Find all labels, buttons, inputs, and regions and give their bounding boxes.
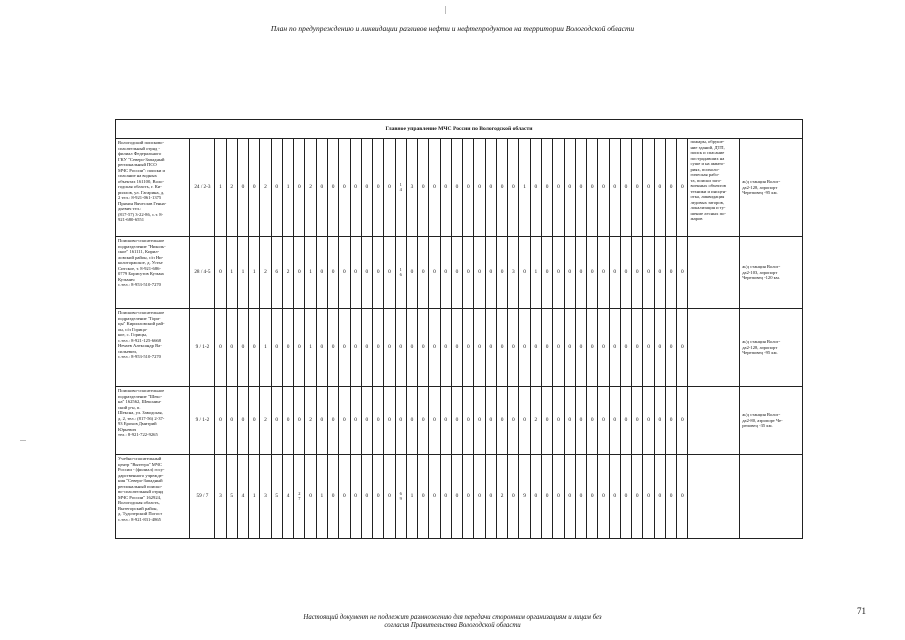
equipment-count-cell bbox=[395, 237, 406, 309]
equipment-count-cell: 0 bbox=[587, 237, 598, 309]
organization-cell: Поисково-спасательное подразделение "Николь- ское" 161111, Кирил- ловский район, с/п Ни- колоторжское, д. Устье Ситское, т. 8-921-686- 0779 Борисутов Кузьма Кузьмич с.тел.: 8-953-510-7270 bbox=[116, 237, 190, 309]
crop-mark bbox=[20, 440, 26, 441]
equipment-count-cell bbox=[395, 455, 406, 539]
equipment-count-cell: 0 bbox=[485, 309, 496, 387]
equipment-count-cell: 0 bbox=[339, 309, 350, 387]
equipment-count-cell: 0 bbox=[373, 237, 384, 309]
equipment-count-cell: 0 bbox=[677, 309, 688, 387]
equipment-count-cell: 0 bbox=[598, 237, 609, 309]
equipment-count-cell: 0 bbox=[429, 139, 440, 237]
equipment-count-cell: 0 bbox=[440, 139, 451, 237]
equipment-count-cell: 3 bbox=[508, 237, 519, 309]
equipment-count-cell: 0 bbox=[384, 309, 395, 387]
table-row bbox=[116, 455, 803, 539]
equipment-count-cell: 2 bbox=[496, 455, 507, 539]
equipment-count-cell: 0 bbox=[440, 237, 451, 309]
equipment-count-cell: 0 bbox=[418, 387, 429, 455]
equipment-count-cell: 0 bbox=[620, 455, 631, 539]
equipment-count-cell: 1 bbox=[305, 309, 316, 387]
equipment-count-cell: 0 bbox=[271, 139, 282, 237]
equipment-count-cell: 0 bbox=[294, 309, 305, 387]
equipment-count-cell: 0 bbox=[519, 387, 530, 455]
equipment-count-cell: 0 bbox=[542, 139, 553, 237]
personnel-cell: 59 / 7 bbox=[190, 455, 215, 539]
equipment-count-cell: 2 bbox=[530, 387, 541, 455]
equipment-count-cell: 0 bbox=[643, 139, 654, 237]
equipment-count-cell: 2 bbox=[260, 387, 271, 455]
equipment-count-cell: 0 bbox=[418, 309, 429, 387]
equipment-count-cell: 0 bbox=[665, 139, 676, 237]
equipment-count-cell: 0 bbox=[384, 387, 395, 455]
equipment-count-cell: 0 bbox=[542, 455, 553, 539]
footer-disclaimer bbox=[180, 614, 725, 631]
equipment-count-cell: 0 bbox=[429, 387, 440, 455]
equipment-count-cell: 0 bbox=[542, 387, 553, 455]
equipment-count-cell bbox=[395, 139, 406, 237]
equipment-count-cell: 0 bbox=[530, 309, 541, 387]
equipment-count-cell bbox=[294, 455, 305, 539]
distance-cell: ж/д станция Волог- да2-103, аэропорт Череповец -120 км. bbox=[740, 237, 803, 309]
equipment-count-cell: 1 bbox=[519, 139, 530, 237]
equipment-count-cell: 0 bbox=[542, 309, 553, 387]
equipment-count-cell: 0 bbox=[575, 455, 586, 539]
personnel-cell: 9 / 1-2 bbox=[190, 387, 215, 455]
equipment-count-cell: 0 bbox=[249, 139, 260, 237]
equipment-count-cell: 0 bbox=[598, 139, 609, 237]
equipment-count-cell: 0 bbox=[587, 309, 598, 387]
equipment-count-cell: 0 bbox=[339, 455, 350, 539]
equipment-count-cell: 0 bbox=[643, 237, 654, 309]
distance-cell bbox=[740, 455, 803, 539]
equipment-count-cell: 4 bbox=[237, 455, 248, 539]
equipment-count-cell: 1 bbox=[305, 237, 316, 309]
equipment-count-cell: 0 bbox=[620, 139, 631, 237]
equipment-count-cell: 0 bbox=[361, 387, 372, 455]
equipment-count-cell: 5 bbox=[271, 455, 282, 539]
equipment-count-cell: 0 bbox=[215, 387, 226, 455]
equipment-count-cell: 0 bbox=[542, 237, 553, 309]
equipment-count-cell: 0 bbox=[294, 387, 305, 455]
equipment-count-cell: 0 bbox=[508, 387, 519, 455]
tasks-cell bbox=[688, 455, 740, 539]
equipment-count-cell: 0 bbox=[440, 309, 451, 387]
equipment-count-cell: 0 bbox=[339, 139, 350, 237]
equipment-count-cell: 0 bbox=[373, 387, 384, 455]
equipment-count-cell: 0 bbox=[282, 309, 293, 387]
document-header-title: План по предупреждению и ликвидации разливов нефти и нефтепродуктов на территории Вологодской области bbox=[270, 24, 635, 33]
equipment-count-cell: 0 bbox=[463, 237, 474, 309]
tasks-cell bbox=[688, 309, 740, 387]
personnel-cell: 24 / 2-3 bbox=[190, 139, 215, 237]
equipment-count-cell: 0 bbox=[530, 139, 541, 237]
equipment-count-cell: 0 bbox=[361, 237, 372, 309]
tasks-cell: пожары, обруше- ние зданий, ДТП, поиск и спасание пострадавших на суше и на аквато- риях, психоло- гическая рабо- та, поиски заго- военных объектов техники и инсцен- отка, ликвидация ледовых заторов, локализация и ту- шение лесных по- жаров bbox=[688, 139, 740, 237]
equipment-count-cell: 0 bbox=[463, 309, 474, 387]
fraction-numerator: 6 bbox=[399, 490, 402, 496]
equipment-count-cell: 0 bbox=[575, 139, 586, 237]
equipment-count-cell: 0 bbox=[632, 455, 643, 539]
equipment-count-cell: 0 bbox=[553, 455, 564, 539]
equipment-count-cell: 3 bbox=[260, 455, 271, 539]
footer-line-2: согласия Правительства Вологодской области bbox=[384, 622, 521, 630]
equipment-count-cell: 0 bbox=[496, 139, 507, 237]
equipment-count-cell: 0 bbox=[643, 387, 654, 455]
equipment-count-cell: 0 bbox=[384, 237, 395, 309]
equipment-count-cell: 0 bbox=[316, 237, 327, 309]
equipment-count-cell: 0 bbox=[677, 455, 688, 539]
equipment-count-cell: 0 bbox=[508, 309, 519, 387]
equipment-count-cell: 0 bbox=[530, 455, 541, 539]
equipment-count-cell: 0 bbox=[406, 387, 417, 455]
organization-cell: Вологодский поисково- спасательный отряд - филиал Федерального ГКУ "Северо-Западный региональный ПСО МЧС России": поиски и спасание на водных объектах 161100, Воло- годская область, г. Ки- риллов, ул. Гагарина, д. 2 тел.: 8-921-061-1375 Пряхин Вячеслав Генна- дьевич тел.: (817-57) 3-22-86, с.т. 8- 921-680-6551 bbox=[116, 139, 190, 237]
equipment-count-cell: 0 bbox=[418, 139, 429, 237]
equipment-count-cell: 1 bbox=[316, 455, 327, 539]
equipment-count-cell: 0 bbox=[519, 237, 530, 309]
footer-line-1: Настоящий документ не подлежит размножению для передачи сторонним организациям и лицам без bbox=[303, 614, 602, 621]
equipment-count-cell: 0 bbox=[553, 237, 564, 309]
equipment-count-cell: 0 bbox=[327, 387, 338, 455]
equipment-count-cell: 0 bbox=[451, 139, 462, 237]
equipment-count-cell: 0 bbox=[643, 309, 654, 387]
equipment-count-cell: 1 bbox=[530, 237, 541, 309]
equipment-count-cell: 0 bbox=[643, 455, 654, 539]
equipment-count-cell: 0 bbox=[575, 309, 586, 387]
page-number: 71 bbox=[857, 606, 866, 616]
equipment-count-cell: 0 bbox=[350, 387, 361, 455]
equipment-count-cell: 0 bbox=[677, 139, 688, 237]
equipment-count-cell: 0 bbox=[327, 455, 338, 539]
personnel-cell: 28 / 4-5 bbox=[190, 237, 215, 309]
equipment-count-cell: 0 bbox=[609, 387, 620, 455]
equipment-count-cell: 0 bbox=[575, 237, 586, 309]
equipment-count-cell: 0 bbox=[249, 309, 260, 387]
equipment-count-cell: 0 bbox=[395, 309, 406, 387]
equipment-count-cell: 0 bbox=[463, 455, 474, 539]
equipment-count-cell: 0 bbox=[598, 387, 609, 455]
equipment-count-cell: 3 bbox=[215, 455, 226, 539]
equipment-count-cell: 0 bbox=[677, 387, 688, 455]
equipment-count-cell: 0 bbox=[665, 455, 676, 539]
equipment-count-cell: 0 bbox=[418, 237, 429, 309]
department-heading: Главное управление МЧС России по Вологодской области bbox=[116, 120, 803, 139]
equipment-count-cell: 0 bbox=[564, 387, 575, 455]
equipment-count-cell: 0 bbox=[564, 237, 575, 309]
equipment-count-cell: 0 bbox=[316, 309, 327, 387]
equipment-count-cell: 0 bbox=[384, 139, 395, 237]
equipment-count-cell: 0 bbox=[361, 139, 372, 237]
fraction-numerator: 1 bbox=[399, 266, 402, 272]
equipment-count-cell: 0 bbox=[463, 387, 474, 455]
equipment-count-cell: 4 bbox=[282, 455, 293, 539]
organization-cell: Поисково-спасательное подразделение "Шекс- на" 162562, Шекснин- ский р-н, п. Шексна, ул. Заводская, д. 2, тел.: (817-56) 2-37- 93 Ерохов Дмитрий Юрьевич тел.: 8-921-722-9265 bbox=[116, 387, 190, 455]
equipment-count-cell: 0 bbox=[429, 237, 440, 309]
equipment-count-cell: 0 bbox=[620, 237, 631, 309]
equipment-count-cell: 0 bbox=[564, 139, 575, 237]
equipment-count-cell: 0 bbox=[339, 387, 350, 455]
equipment-count-cell: 0 bbox=[215, 309, 226, 387]
equipment-count-cell: 0 bbox=[237, 309, 248, 387]
equipment-count-cell: 0 bbox=[632, 309, 643, 387]
equipment-count-cell: 1 bbox=[215, 139, 226, 237]
equipment-count-cell: 0 bbox=[654, 455, 665, 539]
equipment-count-cell: 1 bbox=[249, 455, 260, 539]
equipment-count-cell: 0 bbox=[485, 237, 496, 309]
equipment-count-cell: 0 bbox=[440, 455, 451, 539]
equipment-count-cell: 0 bbox=[361, 455, 372, 539]
equipment-count-cell: 0 bbox=[665, 237, 676, 309]
fraction-denominator: 4 bbox=[399, 186, 402, 192]
equipment-count-cell: 0 bbox=[474, 139, 485, 237]
equipment-count-cell: 0 bbox=[598, 455, 609, 539]
equipment-count-cell: 9 bbox=[519, 455, 530, 539]
distance-cell: ж/д станция Волог- да2-128, аэропорт Череповец -95 км. bbox=[740, 139, 803, 237]
equipment-count-cell: 0 bbox=[384, 455, 395, 539]
fraction-numerator: 2 bbox=[298, 490, 301, 496]
crop-mark bbox=[445, 6, 446, 14]
equipment-count-cell: 0 bbox=[575, 387, 586, 455]
equipment-count-cell: 0 bbox=[654, 237, 665, 309]
equipment-count-cell: 0 bbox=[215, 237, 226, 309]
equipment-count-cell: 0 bbox=[282, 387, 293, 455]
equipment-count-cell: 0 bbox=[485, 139, 496, 237]
equipment-count-cell: 0 bbox=[474, 309, 485, 387]
equipment-count-cell: 0 bbox=[474, 237, 485, 309]
equipment-count-cell: 0 bbox=[395, 387, 406, 455]
equipment-count-cell: 0 bbox=[632, 387, 643, 455]
equipment-count-cell: 0 bbox=[654, 309, 665, 387]
equipment-count-cell: 0 bbox=[587, 455, 598, 539]
table-row bbox=[116, 237, 803, 309]
equipment-count-cell: 2 bbox=[226, 139, 237, 237]
distance-cell: ж/д станция Волог- да2-80, аэропорт Че- реповец -35 км. bbox=[740, 387, 803, 455]
equipment-count-cell: 0 bbox=[620, 309, 631, 387]
equipment-count-cell: 0 bbox=[316, 139, 327, 237]
personnel-cell: 9 / 1-2 bbox=[190, 309, 215, 387]
equipment-count-cell: 0 bbox=[429, 309, 440, 387]
equipment-count-cell: 0 bbox=[508, 139, 519, 237]
organization-cell: Поисково-спасательное подразделение "Гори- цы" Кирилловский рай- он, с/п Горица- кое, с. Горицы, с.тел.: 8-921-125-6668 Нечаев Александр Ва- сильевич, с.тел.: 8-953-510-7270 bbox=[116, 309, 190, 387]
equipment-count-cell: 0 bbox=[350, 309, 361, 387]
fraction-denominator: 9 bbox=[399, 495, 402, 501]
equipment-count-cell: 0 bbox=[451, 237, 462, 309]
resources-table bbox=[115, 119, 803, 539]
equipment-count-cell: 0 bbox=[429, 455, 440, 539]
equipment-count-cell: 0 bbox=[271, 309, 282, 387]
equipment-count-cell: 0 bbox=[654, 387, 665, 455]
equipment-count-cell: 0 bbox=[418, 455, 429, 539]
equipment-count-cell: 2 bbox=[305, 139, 316, 237]
equipment-count-cell: 0 bbox=[474, 455, 485, 539]
equipment-count-cell: 0 bbox=[226, 387, 237, 455]
equipment-count-cell: 0 bbox=[463, 139, 474, 237]
table-row bbox=[116, 387, 803, 455]
equipment-count-cell: 6 bbox=[271, 237, 282, 309]
equipment-count-cell: 1 bbox=[260, 309, 271, 387]
equipment-count-cell: 0 bbox=[564, 309, 575, 387]
equipment-count-cell: 0 bbox=[294, 237, 305, 309]
equipment-count-cell: 0 bbox=[406, 237, 417, 309]
equipment-count-cell: 0 bbox=[496, 237, 507, 309]
equipment-count-cell: 0 bbox=[677, 237, 688, 309]
equipment-count-cell: 0 bbox=[451, 309, 462, 387]
equipment-count-cell: 0 bbox=[327, 237, 338, 309]
equipment-count-cell: 0 bbox=[485, 387, 496, 455]
equipment-count-cell: 0 bbox=[249, 387, 260, 455]
equipment-count-cell: 0 bbox=[373, 309, 384, 387]
equipment-count-cell: 0 bbox=[665, 387, 676, 455]
equipment-count-cell: 0 bbox=[350, 455, 361, 539]
equipment-count-cell: 2 bbox=[305, 387, 316, 455]
equipment-count-cell: 3 bbox=[406, 139, 417, 237]
equipment-count-cell: 0 bbox=[609, 139, 620, 237]
tasks-cell bbox=[688, 387, 740, 455]
equipment-count-cell: 0 bbox=[350, 139, 361, 237]
equipment-count-cell: 0 bbox=[339, 237, 350, 309]
tasks-cell bbox=[688, 237, 740, 309]
equipment-count-cell: 0 bbox=[519, 309, 530, 387]
equipment-count-cell: 0 bbox=[451, 455, 462, 539]
equipment-count-cell: 0 bbox=[632, 237, 643, 309]
organization-cell: Учебно-спасательный центр "Вытегра" МЧС России - (филиал) госу- дарственного учрежде- ния "Северо-Западный региональный поиско- во-спасательный отряд МЧС России" 162924, Вологодская область, Вытегорский район, д. Тудозерский Погост с.тел.: 8-921-831-4865 bbox=[116, 455, 190, 539]
equipment-count-cell: 0 bbox=[474, 387, 485, 455]
equipment-count-cell: 0 bbox=[327, 309, 338, 387]
equipment-count-cell: 0 bbox=[305, 455, 316, 539]
equipment-count-cell: 2 bbox=[260, 139, 271, 237]
equipment-count-cell: 0 bbox=[564, 455, 575, 539]
table-row bbox=[116, 309, 803, 387]
equipment-count-cell: 0 bbox=[451, 387, 462, 455]
equipment-count-cell: 0 bbox=[654, 139, 665, 237]
equipment-count-cell: 0 bbox=[609, 455, 620, 539]
equipment-count-cell: 1 bbox=[249, 237, 260, 309]
equipment-count-cell: 0 bbox=[620, 387, 631, 455]
equipment-count-cell: 1 bbox=[282, 139, 293, 237]
equipment-count-cell: 1 bbox=[406, 455, 417, 539]
equipment-count-cell: 0 bbox=[316, 387, 327, 455]
equipment-count-cell: 0 bbox=[609, 237, 620, 309]
department-row bbox=[116, 120, 803, 139]
equipment-count-cell: 1 bbox=[226, 237, 237, 309]
equipment-count-cell: 0 bbox=[350, 237, 361, 309]
table-row bbox=[116, 139, 803, 237]
distance-cell: ж/д станция Волог- да2-128, аэропорт Череповец -95 км. bbox=[740, 309, 803, 387]
equipment-count-cell: 0 bbox=[587, 139, 598, 237]
equipment-count-cell: 0 bbox=[294, 139, 305, 237]
fraction-denominator: 6 bbox=[399, 271, 402, 277]
equipment-count-cell: 0 bbox=[553, 387, 564, 455]
equipment-count-cell: 0 bbox=[271, 387, 282, 455]
equipment-count-cell: 0 bbox=[406, 309, 417, 387]
equipment-count-cell: 0 bbox=[665, 309, 676, 387]
equipment-count-cell: 5 bbox=[226, 455, 237, 539]
equipment-count-cell: 0 bbox=[598, 309, 609, 387]
equipment-count-cell: 0 bbox=[587, 387, 598, 455]
equipment-count-cell: 0 bbox=[237, 387, 248, 455]
equipment-count-cell: 1 bbox=[237, 237, 248, 309]
equipment-count-cell: 0 bbox=[327, 139, 338, 237]
equipment-count-cell: 0 bbox=[609, 309, 620, 387]
equipment-count-cell: 0 bbox=[226, 309, 237, 387]
equipment-count-cell: 0 bbox=[440, 387, 451, 455]
equipment-count-cell: 2 bbox=[282, 237, 293, 309]
equipment-count-cell: 0 bbox=[373, 139, 384, 237]
equipment-count-cell: 0 bbox=[632, 139, 643, 237]
equipment-count-cell: 0 bbox=[496, 309, 507, 387]
equipment-count-cell: 0 bbox=[361, 309, 372, 387]
equipment-count-cell: 0 bbox=[496, 387, 507, 455]
equipment-count-cell: 2 bbox=[260, 237, 271, 309]
equipment-count-cell: 0 bbox=[553, 309, 564, 387]
equipment-count-cell: 0 bbox=[485, 455, 496, 539]
equipment-count-cell: 0 bbox=[373, 455, 384, 539]
fraction-denominator: 7 bbox=[298, 495, 301, 501]
equipment-count-cell: 0 bbox=[237, 139, 248, 237]
equipment-count-cell: 0 bbox=[508, 455, 519, 539]
equipment-count-cell: 0 bbox=[553, 139, 564, 237]
fraction-numerator: 1 bbox=[399, 181, 402, 187]
